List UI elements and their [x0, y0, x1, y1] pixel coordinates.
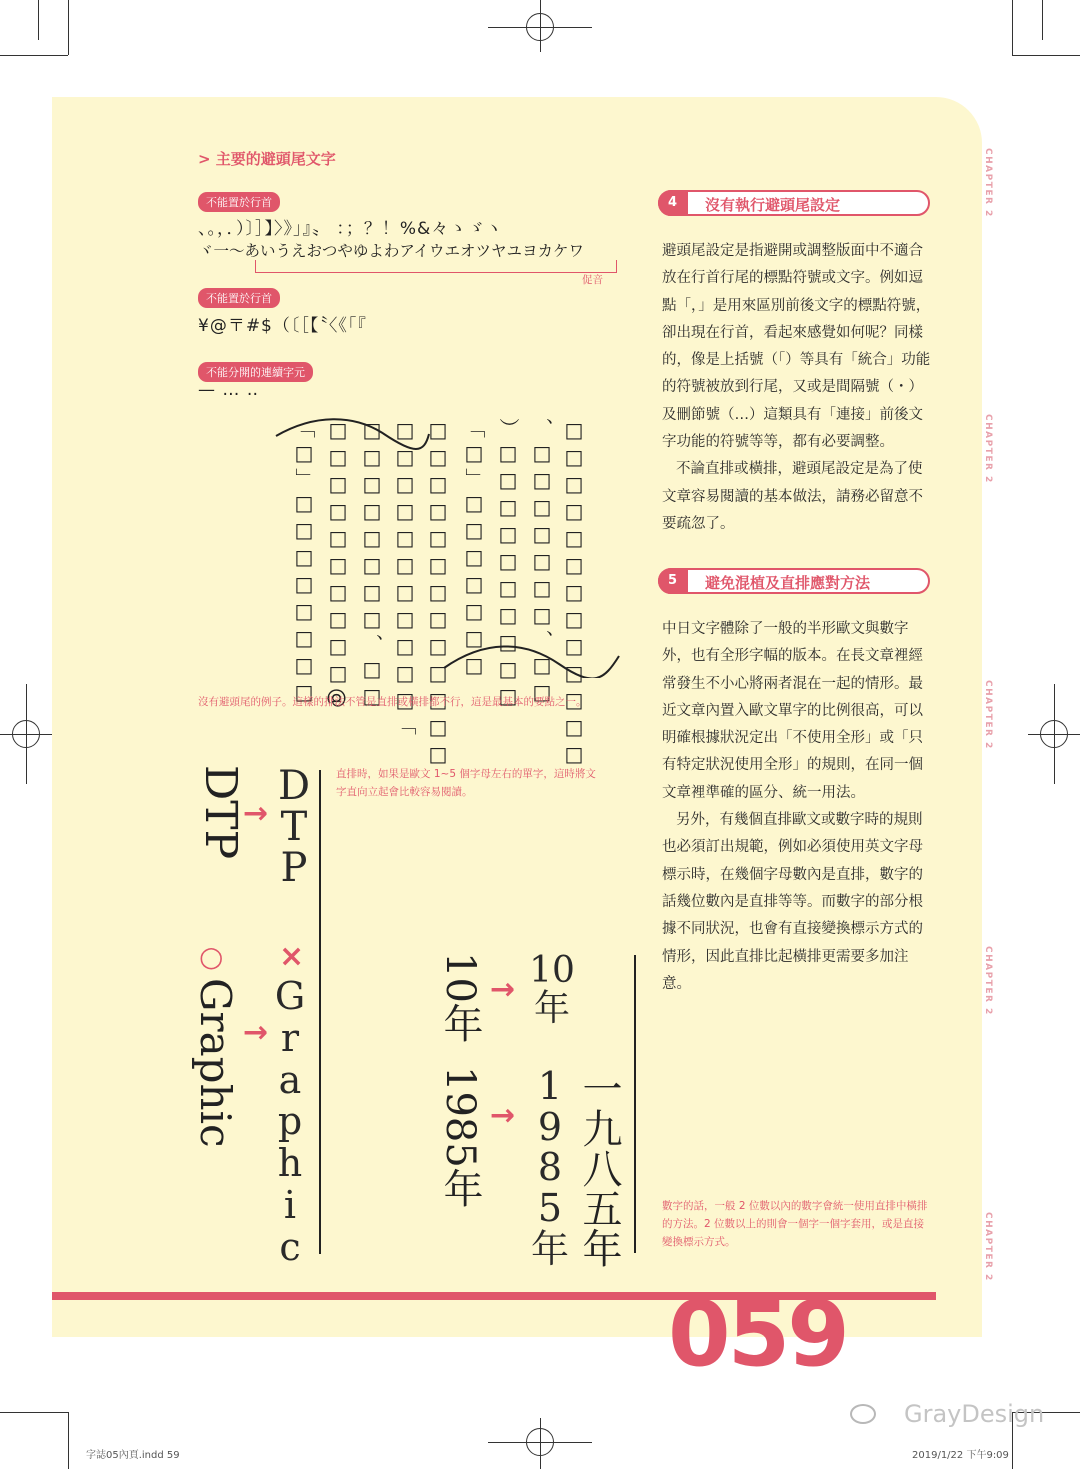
example-column: □□□□□□□□□□@ — [326, 418, 350, 711]
example-column: □□□□□□□□□□□□□ — [562, 418, 586, 769]
glyph-row: ヾ一～あいうえおつやゆよわアイウエオツヤユヨカケワ — [198, 242, 584, 260]
divider — [319, 770, 321, 1254]
registration-circle-icon — [526, 1428, 554, 1456]
graphic-upright: Graphic — [274, 974, 306, 1269]
section-5-number: 5 — [658, 568, 688, 594]
arrow-icon: → — [243, 1015, 269, 1050]
section-5-title: 避免混植及直排應對方法 — [705, 574, 871, 592]
glyph-row: — … ‥ — [198, 380, 260, 400]
chapter-tab: CHAPTER 2 — [983, 148, 993, 218]
example-column: 「□」□□□□□□□ — [462, 418, 486, 680]
footer-file: 字誌05內頁.indd 59 — [86, 1450, 180, 1461]
crop-mark — [38, 0, 39, 40]
latin-caption: 直排時，如果是歐文 1~5 個字母左右的單字，這時將文字直向立起會比較容易閱讀。 — [336, 768, 596, 798]
crop-mark — [0, 55, 68, 56]
years-rotated-2: 1985年 — [437, 1066, 483, 1208]
paragraph: 不論直排或橫排，避頭尾設定是為了使文章容易閱讀的基本做法，請務必留意不要疏忽了。 — [662, 461, 923, 532]
example-column: 、□□□□□□□、□□ — [530, 418, 554, 707]
example-column: ）□□□□□□□□□□ — [496, 418, 520, 711]
wechat-icon — [850, 1404, 876, 1424]
arrow-icon: → — [490, 1098, 516, 1133]
years-upright-2: 1985年 — [530, 1064, 569, 1271]
graphic-rotated: Graphic — [191, 978, 240, 1148]
label-not-line-start-1: 不能置於行首 — [198, 192, 280, 212]
glyph-row: 、。，．）〕］】〉》」』〟 ：；？！%&々ゝゞヽ — [198, 219, 504, 239]
dtp-upright: DTP — [277, 763, 311, 892]
section-5-header — [658, 568, 930, 594]
glyph-row: ¥@〒#$（〔［【〝〈《「『 — [198, 316, 367, 336]
chapter-tab: CHAPTER 2 — [983, 1212, 993, 1282]
paragraph: 避頭尾設定是指避開或調整版面中不適合放在行首行尾的標點符號或文字。例如逗點「，」是用來區別前後文字的標點符號，卻出現在行首，看起來感覺如何呢？同樣的，像是上括號（「）等具有「統合」功能的符號被放到行尾，又或是間隔號（・）及刪節號（…）這類具有「連接」前後文字功能的符號等等，都有必要調整。 — [662, 243, 931, 451]
watermark: GrayDesign — [904, 1400, 1045, 1428]
numbers-caption: 數字的話，一般 2 位數以內的數字會統一使用直排中橫排的方法。2 位數以上的則會一個字一個字套用，或是直接變換標示方式。 — [662, 1200, 928, 1248]
example-column: 「□」□□□□□□□□ — [292, 418, 316, 707]
paragraph: 另外，有幾個直排歐文或數字時的規則也必須訂出規範，例如必須使用英文字母標示時，在幾個字母數內是直排，數字的話幾位數內是直排等等。而數字的部分根據不同狀況，也會有直接變換標示方式的情形，因此直排比起橫排更需要多加注意。 — [662, 812, 923, 992]
section-4-number: 4 — [658, 190, 688, 216]
paragraph: 中日文字體除了一般的半形歐文與數字外，也有全形字幅的版本。在長文章裡經常發生不小心將兩者混在一起的情形。最近文章內置入歐文單字的比例很高，可以明確根據狀況定出「不使用全形」或「只有特定狀況使用全形」的規則，在同一個文章裡準確的區分、統一用法。 — [662, 621, 923, 801]
chapter-tab: CHAPTER 2 — [983, 946, 993, 1016]
crop-mark — [1042, 0, 1043, 40]
chapter-tab: CHAPTER 2 — [983, 680, 993, 750]
years-upright-1: 10年 — [529, 950, 575, 1029]
crop-mark — [1012, 0, 1013, 55]
registration-circle-icon — [526, 13, 554, 41]
crop-mark — [68, 1412, 69, 1469]
section-5-body — [662, 616, 932, 998]
divider — [634, 955, 636, 1253]
label-inseparable: 不能分開的連續字元 — [198, 362, 313, 382]
section-4-title: 沒有執行避頭尾設定 — [705, 196, 841, 214]
example-caption: 沒有避頭尾的例子。這樣的排法不管是直排或橫排都不行，這是最基本的要點之一。 — [198, 696, 587, 708]
registration-circle-icon — [12, 720, 40, 748]
example-column: □□□□□□□□□□□「 — [393, 418, 417, 738]
years-kanji: 一九八五年 — [576, 1068, 622, 1268]
sokuon-bracket — [255, 260, 617, 273]
section-title-avoid-chars: > 主要的避頭尾文字 — [198, 150, 336, 168]
registration-circle-icon — [1040, 720, 1068, 748]
cross-mark-icon: × — [279, 939, 305, 974]
arrow-icon: → — [490, 972, 516, 1007]
chapter-tab: CHAPTER 2 — [983, 414, 993, 484]
footer-date: 2019/1/22 下午9:09 — [912, 1450, 1009, 1461]
years-rotated-1: 10年 — [437, 952, 483, 1043]
page-number: 059 — [668, 1282, 847, 1387]
label-not-line-start-2: 不能置於行首 — [198, 288, 280, 308]
example-column: □□□□□□□□、□□ — [360, 418, 384, 711]
crop-mark — [1012, 55, 1080, 56]
arrow-icon: → — [243, 796, 269, 831]
example-column: □□□□□□□□□□□□□ — [426, 418, 450, 769]
sokuon-note: 促音 — [582, 274, 603, 286]
crop-mark — [0, 1412, 68, 1413]
section-4-body — [662, 238, 932, 538]
circle-mark-icon: ○ — [199, 940, 224, 973]
section-4-header — [658, 190, 930, 216]
dtp-rotated: DTP — [195, 765, 246, 860]
crop-mark — [68, 0, 69, 55]
